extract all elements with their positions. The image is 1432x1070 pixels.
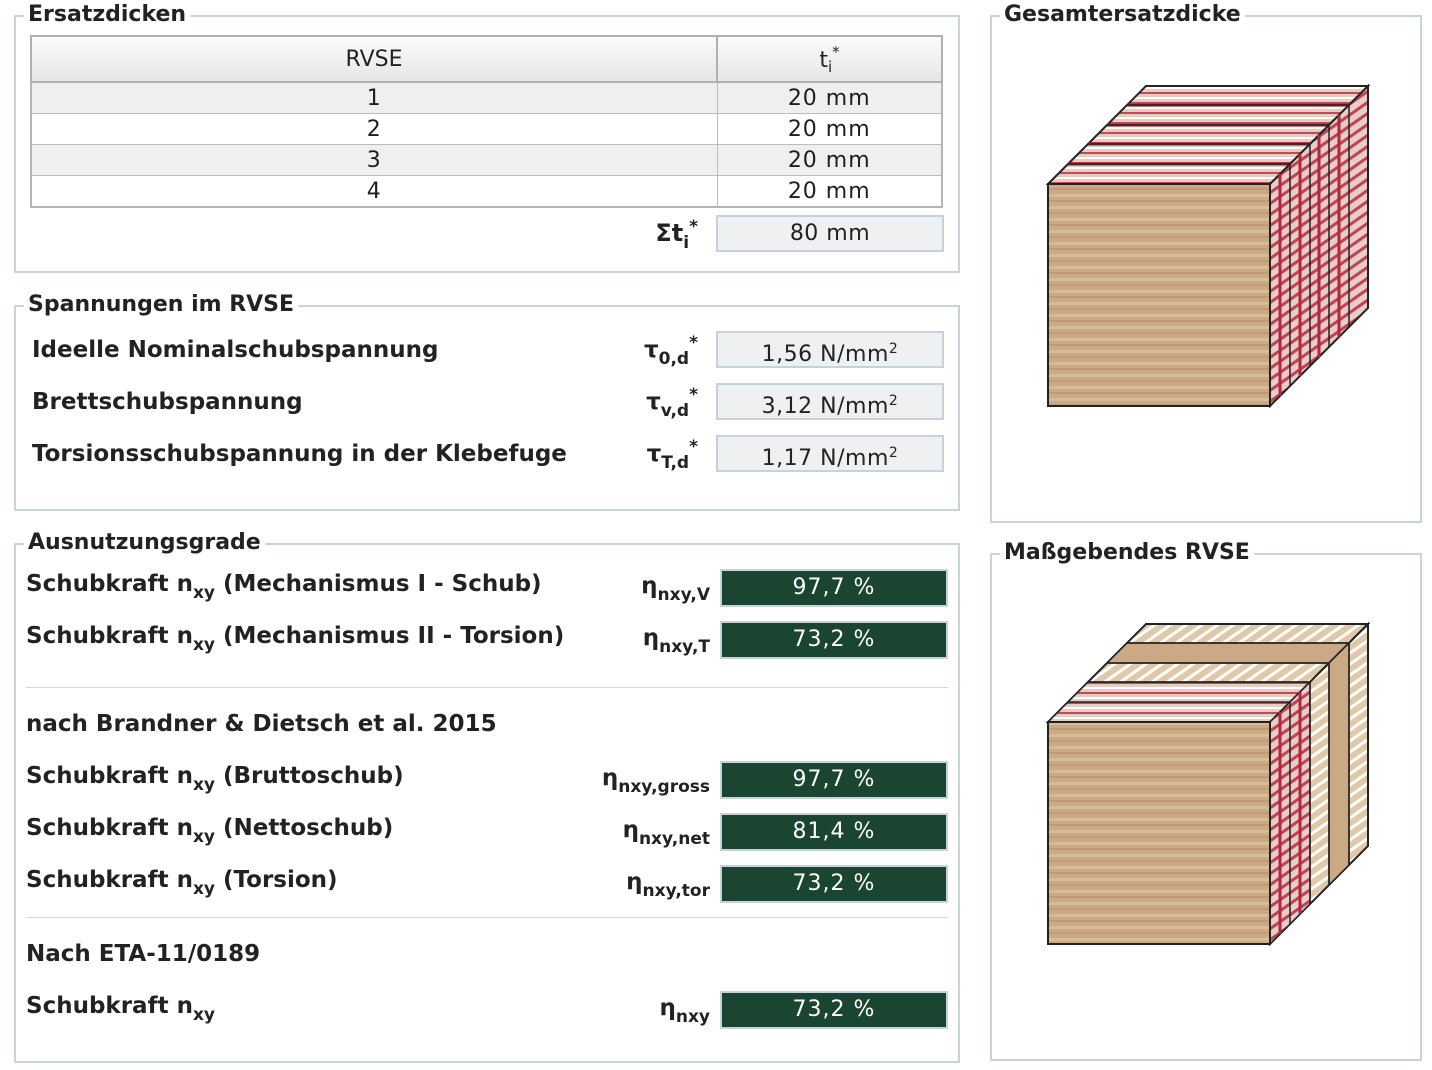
column-header-rvse[interactable]: RVSE — [31, 36, 717, 82]
stress-symbol-tau: τ — [643, 337, 659, 363]
label-suffix: (Bruttoschub) — [215, 763, 404, 789]
cell-thickness: 20 mm — [717, 114, 942, 145]
ersatzdicken-title: Ersatzdicken — [24, 1, 190, 29]
stress-symbol-tau: τ — [646, 441, 662, 467]
label-sub: xy — [192, 635, 215, 655]
stress-symbol — [576, 385, 698, 421]
eta-symbol: η — [642, 625, 660, 651]
spannungen-title: Spannungen im RVSE — [24, 291, 298, 319]
stress-symbol — [576, 437, 698, 473]
sum-symbol-label: Σt — [655, 219, 684, 247]
label-text: Schubkraft n — [26, 993, 193, 1019]
stress-symbol-sub: v,d — [660, 401, 690, 421]
utilization-bar: 97,7 % — [720, 569, 948, 607]
stress-label: Brettschubspannung — [32, 389, 303, 415]
stress-value-field — [716, 435, 944, 472]
utilization-label — [26, 763, 404, 795]
utilization-label — [26, 815, 393, 847]
table-row[interactable] — [31, 114, 942, 145]
table-row[interactable] — [31, 176, 942, 208]
rvse-block-illustration — [992, 555, 1420, 1059]
utilization-symbol — [536, 995, 710, 1027]
massgebendes-rvse-title: Maßgebendes RVSE — [1000, 539, 1254, 567]
eta-sub: nxy,V — [657, 585, 710, 605]
label-suffix: (Mechanismus II - Torsion) — [215, 623, 565, 649]
utilization-label — [26, 993, 215, 1025]
label-text: Schubkraft n — [26, 867, 193, 893]
label-sub: xy — [192, 1005, 215, 1025]
label-text: Schubkraft n — [26, 815, 193, 841]
column-header-t[interactable] — [717, 36, 942, 82]
stress-symbol-sub: T,d — [661, 453, 690, 473]
cell-thickness: 20 mm — [717, 145, 942, 176]
section-heading: Nach ETA-11/0189 — [26, 941, 261, 967]
eta-sub: nxy,T — [659, 637, 710, 657]
label-sub: xy — [192, 775, 215, 795]
stress-value: 3,12 N/mm — [761, 394, 889, 419]
stress-label: Torsionsschubspannung in der Klebefuge — [32, 441, 567, 467]
utilization-label — [26, 623, 564, 655]
sum-symbol — [576, 217, 698, 253]
label-suffix: (Nettoschub) — [215, 815, 394, 841]
stress-value-field — [716, 383, 944, 420]
cell-rvse: 2 — [31, 114, 717, 145]
eta-sub: nxy,gross — [618, 777, 710, 797]
stress-unit-exponent: 2 — [888, 393, 899, 409]
massgebendes-rvse-panel — [990, 540, 1422, 1061]
label-text: Schubkraft n — [26, 763, 193, 789]
spannungen-panel — [14, 292, 960, 511]
sum-value-field: 80 mm — [716, 215, 944, 252]
utilization-symbol — [516, 765, 710, 797]
utilization-symbol — [536, 625, 710, 657]
utilization-bar: 97,7 % — [720, 761, 948, 799]
separator — [26, 687, 948, 688]
sum-symbol-sup: * — [689, 217, 698, 237]
cell-rvse: 3 — [31, 145, 717, 176]
utilization-bar: 73,2 % — [720, 991, 948, 1029]
label-sub: xy — [192, 827, 215, 847]
table-row[interactable] — [31, 82, 942, 114]
label-sub: xy — [192, 583, 215, 603]
clt-block-illustration — [992, 17, 1420, 521]
eta-sub: nxy — [675, 1007, 710, 1027]
utilization-bar: 73,2 % — [720, 865, 948, 903]
utilization-symbol — [536, 573, 710, 605]
column-header-t-sup: * — [832, 42, 840, 61]
cell-thickness: 20 mm — [717, 82, 942, 114]
utilization-symbol — [516, 817, 710, 849]
utilization-bar: 73,2 % — [720, 621, 948, 659]
ausnutzung-title: Ausnutzungsgrade — [24, 529, 265, 557]
label-suffix: (Mechanismus I - Schub) — [215, 571, 542, 597]
ersatzdicken-panel — [14, 2, 960, 273]
cell-rvse: 4 — [31, 176, 717, 208]
cell-rvse: 1 — [31, 82, 717, 114]
eta-sub: nxy,tor — [642, 881, 710, 901]
cell-thickness: 20 mm — [717, 176, 942, 208]
stress-symbol-sub: 0,d — [658, 349, 690, 369]
stress-symbol-sup: * — [689, 437, 698, 457]
rvse-table — [30, 35, 943, 208]
stress-unit-exponent: 2 — [888, 341, 899, 357]
label-suffix: (Torsion) — [215, 867, 338, 893]
stress-symbol-sup: * — [689, 333, 698, 353]
gesamtersatzdicke-title: Gesamtersatzdicke — [1000, 1, 1245, 29]
utilization-label — [26, 867, 338, 899]
stress-label: Ideelle Nominalschubspannung — [32, 337, 439, 363]
label-text: Schubkraft n — [26, 623, 193, 649]
table-header-row — [31, 36, 942, 82]
stress-unit-exponent: 2 — [888, 445, 899, 461]
ausnutzung-panel — [14, 530, 960, 1063]
label-sub: xy — [192, 879, 215, 899]
eta-symbol: η — [641, 573, 658, 599]
column-header-t-sub: i — [827, 57, 833, 76]
sum-symbol-sub: i — [683, 233, 690, 253]
eta-symbol: η — [659, 995, 676, 1021]
gesamtersatzdicke-panel — [990, 2, 1422, 523]
utilization-symbol — [516, 869, 710, 901]
eta-sub: nxy,net — [638, 829, 710, 849]
eta-symbol: η — [626, 869, 643, 895]
utilization-bar: 81,4 % — [720, 813, 948, 851]
stress-value: 1,56 N/mm — [761, 342, 889, 367]
stress-value-field — [716, 331, 944, 368]
stress-symbol-tau: τ — [646, 389, 661, 415]
stress-symbol-sup: * — [689, 385, 698, 405]
stress-symbol — [576, 333, 698, 369]
eta-symbol: η — [601, 765, 619, 791]
utilization-label — [26, 571, 542, 603]
label-text: Schubkraft n — [26, 571, 193, 597]
section-heading: nach Brandner & Dietsch et al. 2015 — [26, 711, 497, 737]
stress-value: 1,17 N/mm — [761, 446, 889, 471]
eta-symbol: η — [622, 817, 639, 843]
column-header-t-label: t — [819, 47, 828, 73]
separator — [26, 917, 948, 918]
table-row[interactable] — [31, 145, 942, 176]
